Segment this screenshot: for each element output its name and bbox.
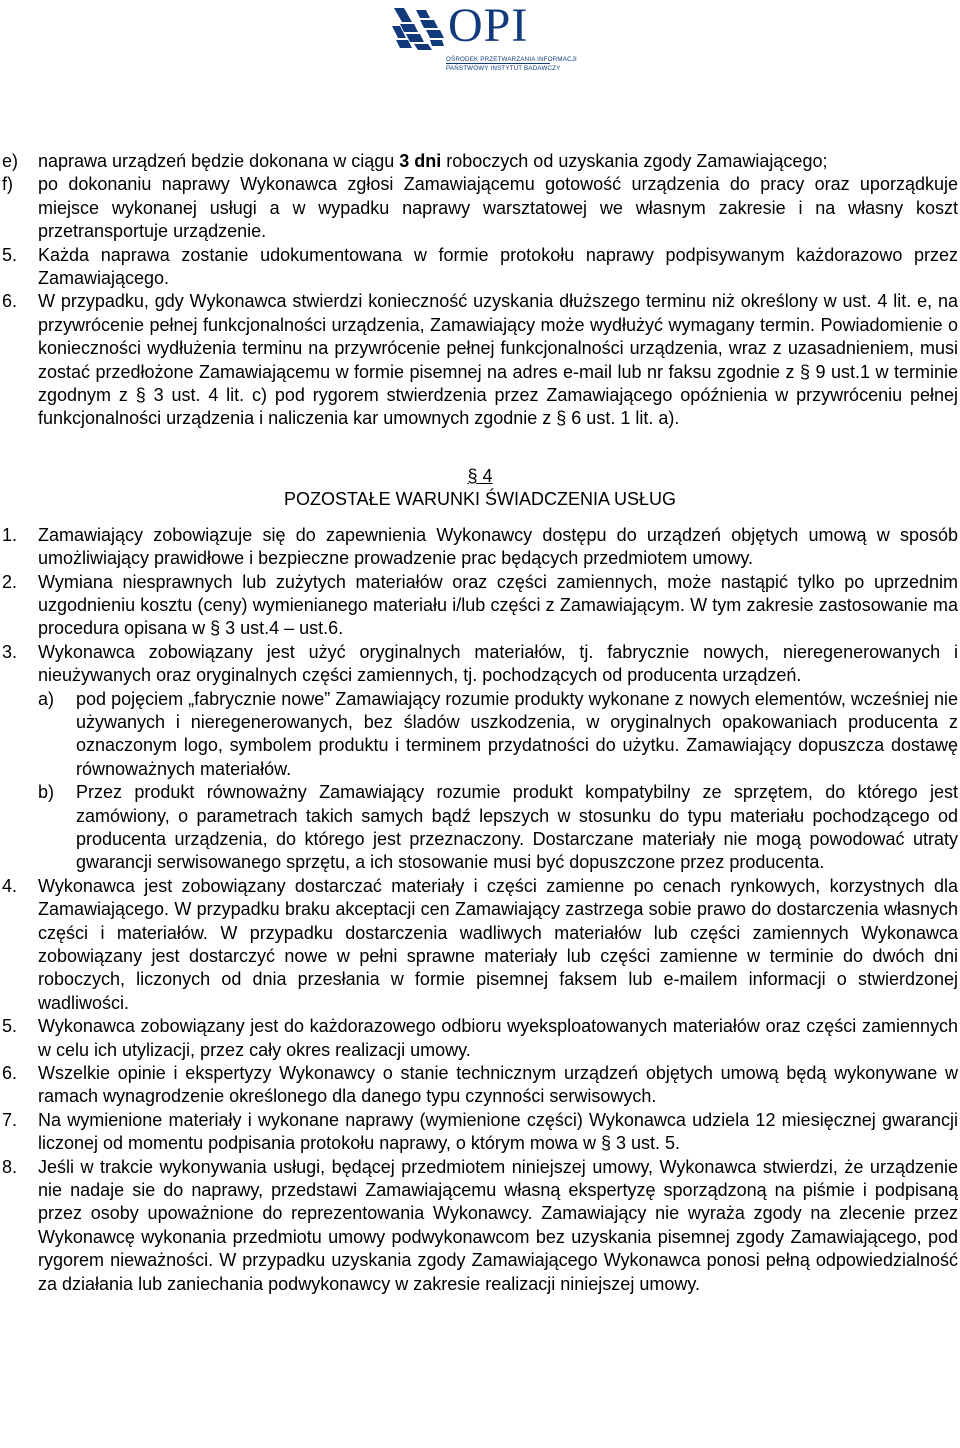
logo-divider: [446, 63, 550, 64]
list-item-number: 4.: [2, 875, 18, 896]
sub-item-number: a): [38, 688, 55, 709]
list-item-number: e): [2, 151, 19, 171]
sub-item-number: b): [38, 782, 55, 803]
list-item-number: 3.: [2, 641, 18, 662]
section-number: § 4: [467, 465, 493, 486]
list-item-f: [0, 173, 958, 243]
document-body: [0, 150, 960, 1296]
sub-item-text: pod pojęciem „fabrycznie nowe” Zamawiający rozumie produkty wykonane z nowych elementów, wcześniej nie używanych i nieregenerowanych, bez śladów uszkodzenia, w oryginalnych opakowaniach producenta z oznaczonym logo, symbolem produktu i terminem przydatności do użytku. Zamawiający dopuszcza dostawę równoważnych materiałów.: [76, 688, 958, 779]
list-item-6b: [0, 1062, 958, 1109]
logo-wordmark: OPI: [448, 0, 529, 52]
opi-emblem-icon: [390, 6, 446, 52]
list-item-3: [0, 641, 958, 688]
list-item-text: Wszelkie opinie i ekspertyzy Wykonawcy o stanie technicznym urządzeń objętych umową będą wykonywane w ramach wynagrodzenie określonego dla danego typu czynności serwisowych.: [38, 1063, 958, 1107]
list-item-5: [0, 244, 958, 291]
list-item-number: 5.: [2, 244, 18, 265]
list-item-number: f): [2, 174, 13, 195]
list-item-text: Wykonawca zobowiązany jest użyć oryginalnych materiałów, tj. fabrycznie nowych, nieregenerowanych i nieużywanych oraz oryginalnych części zamiennych, tj. pochodzących od producenta urządzeń.: [38, 641, 958, 686]
list-item-number: 6.: [2, 291, 18, 312]
sub-item-a: [0, 688, 958, 782]
list-item-number: 8.: [2, 1156, 18, 1177]
list-item-number: 1.: [2, 524, 18, 545]
sub-item-text: Przez produkt równoważny Zamawiający rozumie produkt kompatybilny ze sprzętem, do którego jest zamówiony, o parametrach takich samych bądź lepszych w stosunku do typu materiału pochodzącego od producenta urządzenia, do którego jest przeznaczony. Dostarczane materiały nie mogą powodować utraty gwarancji serwisowanego sprzętu, a ich stosowanie musi być dopuszczone przez producenta.: [76, 782, 958, 873]
list-item-text: po dokonaniu naprawy Wykonawca zgłosi Zamawiającemu gotowość urządzenia do pracy oraz uporządkuje miejsce wykonanej usługi a w wypadku naprawy warsztatowej we własnym zakresie i na własny koszt przetransportuje urządzenie.: [38, 174, 958, 242]
list-item-2: [0, 571, 958, 641]
list-item-number: 6.: [2, 1063, 18, 1084]
opi-logo: [390, 0, 577, 82]
list-item-6: [0, 290, 958, 430]
list-item-text: W przypadku, gdy Wykonawca stwierdzi konieczność uzyskania dłuższego terminu niż określony w ust. 4 lit. e, na przywrócenie pełnej funkcjonalności urządzenia, Zamawiający może wydłużyć wymagany termin. Powiadomienie o konieczności wydłużenia terminu na przywrócenie pełnej funkcjonalności urządzenia, wraz z uzasadnieniem, musi zostać przedłożone Zamawiającemu w formie pisemnej na adres e-mail lub nr faksu zgodnie z § 9 ust.1 w terminie zgodnym z § 3 ust. 4 lit. c) pod rygorem stwierdzenia przez Zamawiającego opóźnienia w przywróceniu pełnej funkcjonalności urządzenia i naliczenia kar umownych zgodnie z § 6 ust. 1 lit. a).: [38, 291, 958, 429]
deadline-bold: 3 dni: [399, 151, 442, 171]
list-item-text: naprawa urządzeń będzie dokonana w ciągu 3 dni roboczych od uzyskania zgody Zamawiającego;: [38, 151, 828, 171]
list-item-5b: [0, 1015, 958, 1062]
list-item-1: [0, 524, 958, 571]
list-item-number: 5.: [2, 1016, 18, 1037]
list-item-text: Zamawiający zobowiązuje się do zapewnienia Wykonawcy dostępu do urządzeń objętych umową w sposób umożliwiający prawidłowe i bezpieczne prowadzenie prac będących przedmiotem umowy.: [38, 524, 958, 569]
list-item-number: 2.: [2, 571, 18, 592]
section-title: POZOSTAŁE WARUNKI ŚWIADCZENIA USŁUG: [283, 489, 677, 510]
list-item-text: Wykonawca jest zobowiązany dostarczać materiały i części zamienne po cenach rynkowych, korzystnych dla Zamawiającego. W przypadku braku akceptacji cen Zamawiający zastrzega sobie prawo do dostarczenia własnych części i materiałów. W przypadku dostarczenia wadliwych materiałów lub części zamiennych Wykonawca zobowiązany jest dostarczyć nowe w pełni sprawne materiały lub części zamienne w terminie do dwóch dni roboczych, liczonych od dnia przesłania w formie pisemnej faksem lub e-mailem informacji o stwierdzonej wadliwości.: [38, 875, 958, 1013]
list-item-text: Wymiana niesprawnych lub zużytych materiałów oraz części zamiennych, może nastąpić tylko po uprzednim uzgodnieniu kosztu (ceny) wymienianego materiału i/lub części z Zamawiającym. W tym zakresie zastosowanie ma procedura opisana w § 3 ust.4 – ust.6.: [38, 571, 958, 639]
logo-subtitle-1: OŚRODEK PRZETWARZANIA INFORMACJI: [446, 56, 577, 63]
list-item-8: [0, 1156, 958, 1296]
list-item-4: [0, 875, 958, 1015]
list-item-text: Każda naprawa zostanie udokumentowana w formie protokołu naprawy podpisywanym każdorazowo przez Zamawiającego.: [38, 244, 958, 289]
sub-item-b: [0, 781, 958, 875]
list-item-text: Na wymienione materiały i wykonane naprawy (wymienione części) Wykonawca udziela 12 miesięcznej gwarancji liczonej od momentu podpisania protokołu naprawy, o którym mowa w § 3 ust. 5.: [38, 1109, 958, 1154]
list-item-7: [0, 1109, 958, 1156]
list-item-e: [0, 150, 958, 173]
list-item-number: 7.: [2, 1109, 18, 1130]
list-item-text: Jeśli w trakcie wykonywania usługi, będącej przedmiotem niniejszej umowy, Wykonawca stwierdzi, że urządzenie nie nadaje sie do naprawy, przedstawi Zamawiającemu własną ekspertyzę sporządzoną na piśmie i podpisaną przez osoby upoważnione do reprezentowania Wykonawcy. Zamawiający nie wyraża zgody na zlecenie przez Wykonawcę wykonania przedmiotu umowy podwykonawcom bez uzyskania pisemnej zgody Zamawiającego, pod rygorem nieważności. W przypadku uzyskania zgody Zamawiającego Wykonawca ponosi pełną odpowiedzialność za działania lub zaniechania podwykonawcy w zakresie realizacji niniejszej umowy.: [38, 1156, 958, 1294]
list-item-text: Wykonawca zobowiązany jest do każdorazowego odbioru wyeksploatowanych materiałów oraz części zamiennych w celu ich utylizacji, przez cały okres realizacji umowy.: [38, 1016, 958, 1060]
logo-subtitle-2: PAŃSTWOWY INSTYTUT BADAWCZY: [446, 65, 561, 72]
